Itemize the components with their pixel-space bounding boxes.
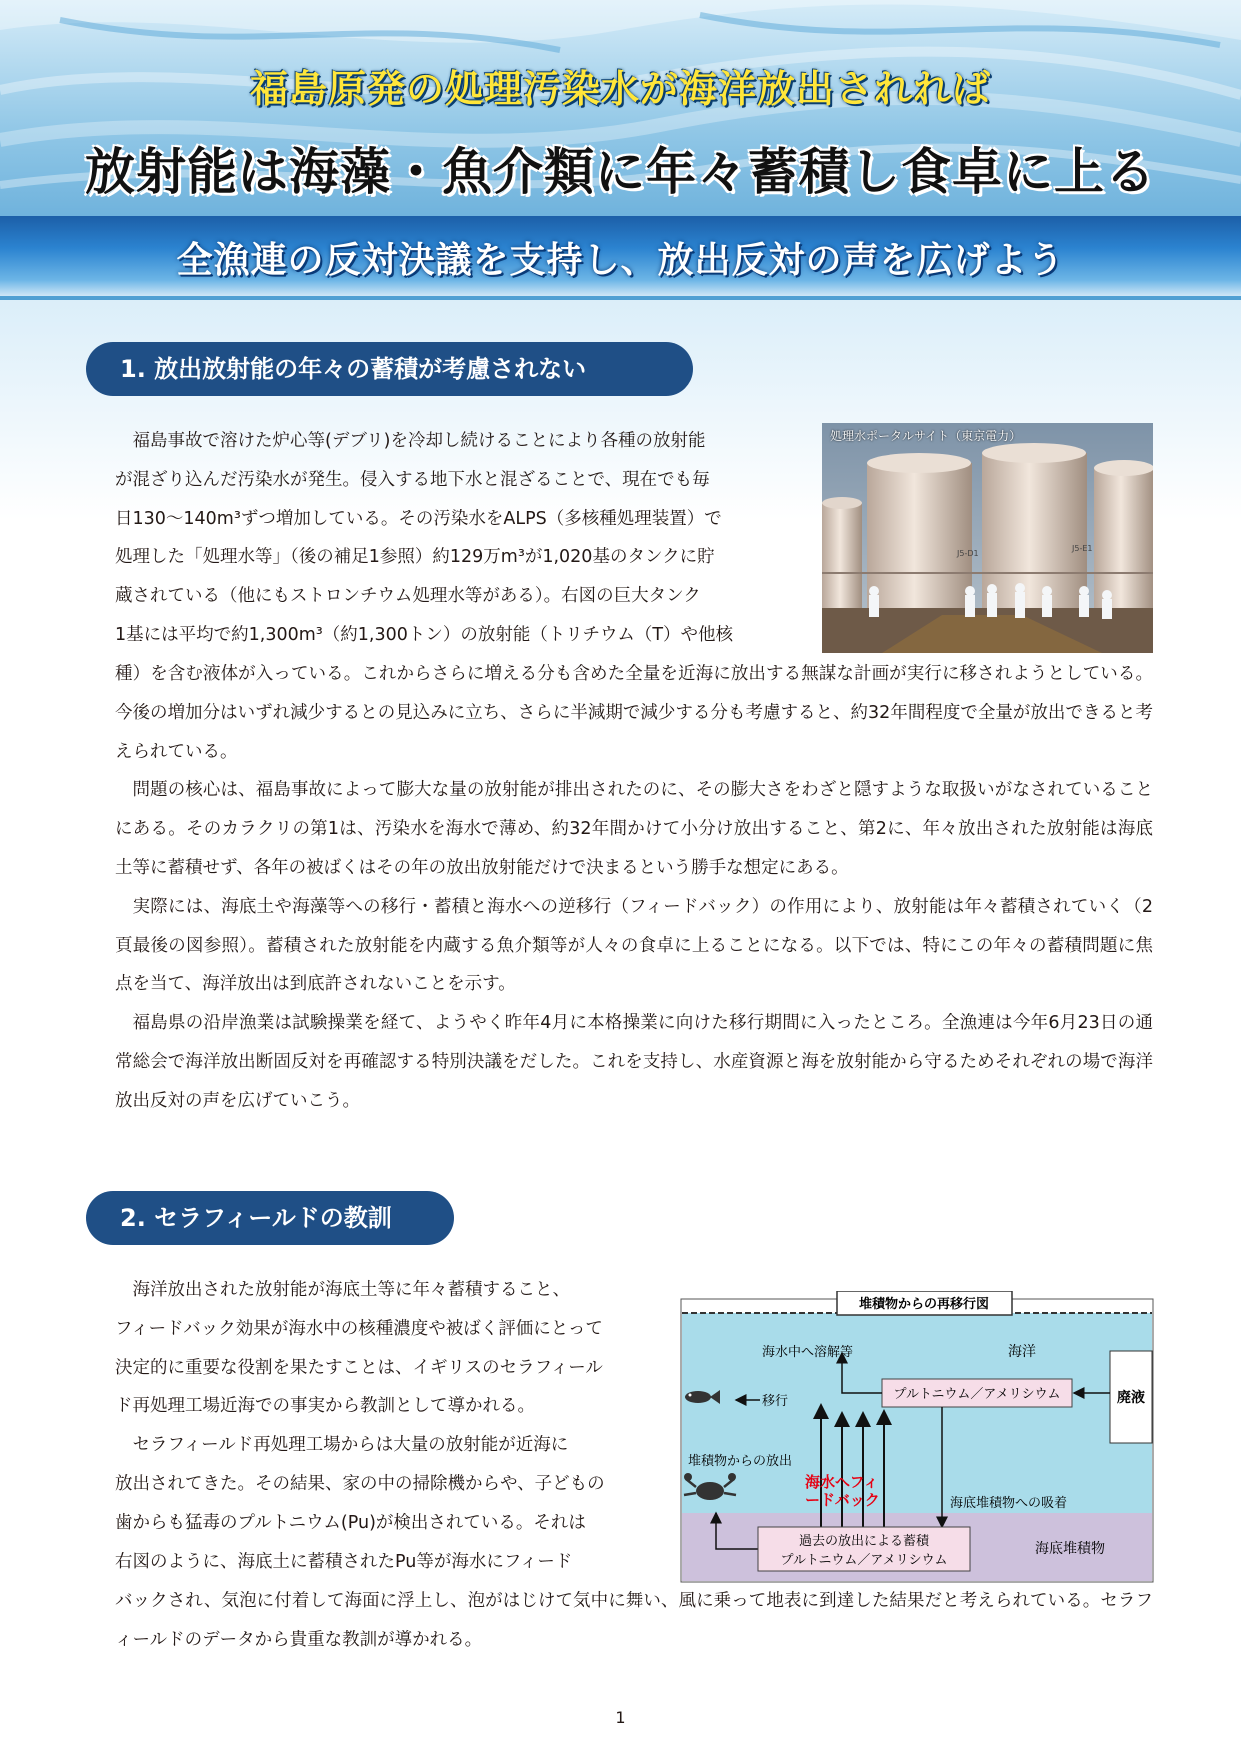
text-line: セラフィールド再処理工場からは大量の放射能が近海に: [132, 1435, 569, 1456]
text-line: 海洋放出された放射能が海底土等に年々蓄積すること、: [132, 1280, 570, 1300]
section1-para1-rest: 種）を含む液体が入っている。これからさらに増える分も含めた全量を近海に放出する無謀な計画が実行に移されようとしている。今後の増加分はいずれ減少するとの見込みに立ち、さらに半減期で減少する分も考慮すると、約32年間程度で全量が放出できると考えられている。: [115, 664, 1153, 762]
tank-label: J5-D1: [957, 549, 979, 558]
text-line: 蔵されている（他にもストロンチウム処理水等がある）。右図の巨大タンク: [115, 586, 701, 607]
header-banner: [0, 0, 1241, 300]
box-bottom-label-2: プルトニウム／アメリシウム: [780, 1553, 948, 1568]
resuspension-diagram: [680, 1291, 1154, 1583]
text-line: 福島事故で溶けた炉心等(デブリ)を冷却し続けることにより各種の放射能: [132, 431, 706, 451]
tank-photo: [822, 423, 1153, 653]
page-number: 1: [615, 1708, 626, 1727]
section1-para2: 問題の核心は、福島事故によって膨大な量の放射能が排出されたのに、その膨大さをわざと隠すような取扱いがなされていることにある。そのカラクリの第1は、汚染水を海水で薄め、約32年間かけて小分け放出すること、第2に、年々放出された放射能は海底土等に蓄積せず、各年の被ばくはその年の放出放射能だけで決まるという勝手な想定にある。: [115, 780, 1153, 878]
photo-caption: 処理水ポータルサイト（東京電力）: [830, 429, 1022, 443]
text-line: フィードバック効果が海水中の核種濃度や被ばく評価にとって: [115, 1318, 603, 1339]
feedback-label-2: ードバック: [805, 1491, 880, 1509]
sea-area: [682, 1313, 1152, 1513]
text-line: 決定的に重要な役割を果たすことは、イギリスのセラフィール: [115, 1357, 603, 1378]
migrate-label: 移行: [762, 1394, 789, 1409]
page-title-line2: 放射能は海藻・魚介類に年々蓄積し食卓に上る: [85, 143, 1156, 201]
storage-tanks-image: [822, 423, 1153, 653]
sediment-label: 海底堆積物: [1035, 1541, 1105, 1557]
page-title-line1: 福島原発の処理汚染水が海洋放出されれば: [249, 67, 991, 111]
section1-para1-top: [115, 422, 783, 655]
box-top-label: プルトニウム／アメリシウム: [893, 1387, 1061, 1402]
section2-body: [115, 1582, 1153, 1660]
diagram-title: 堆積物からの再移行図: [858, 1297, 990, 1312]
text-line: ド再処理工場近海での事実から教訓として導かれる。: [115, 1396, 535, 1417]
sea-label: 海洋: [1008, 1344, 1036, 1360]
text-line: が混ざり込んだ汚染水が発生。侵入する地下水と混ざることで、現在でも毎: [115, 469, 710, 490]
waste-label: 廃液: [1117, 1390, 1145, 1406]
section2-para-top: [115, 1271, 650, 1581]
section1-para4: 福島県の沿岸漁業は試験操業を経て、ようやく昨年4月に本格操業に向けた移行期間に入ったところ。全漁連は今年6月23日の通常総会で海洋放出断固反対を再確認する特別決議をだした。これを支持し、水産資源と海を放射能から守るためそれぞれの場で海洋放出反対の声を広げていこう。: [115, 1013, 1153, 1111]
dissolve-label: 海水中へ溶解等: [762, 1345, 854, 1360]
text-line: 放出されてきた。その結果、家の中の掃除機からや、子どもの: [115, 1473, 605, 1494]
release-label: 堆積物からの放出: [688, 1454, 793, 1469]
text-line: 日130〜140m³ずつ増加している。その汚染水をALPS（多核種処理装置）で: [115, 508, 722, 529]
tank-label: J5-E1: [1072, 544, 1093, 553]
feedback-label-1: 海水へフィ: [805, 1473, 879, 1491]
page-subtitle: 全漁連の反対決議を支持し、放出反対の声を広げよう: [176, 240, 1065, 281]
section1-heading: 1. 放出放射能の年々の蓄積が考慮されない: [86, 342, 693, 396]
text-line: 歯からも猛毒のプルトニウム(Pu)が検出されている。それは: [115, 1512, 586, 1533]
box-bottom-label-1: 過去の放出による蓄積: [798, 1534, 930, 1549]
section2-para2-rest: バックされ、気泡に付着して海面に浮上し、泡がはじけて気中に舞い、風に乗って地表に到達した結果だと考えられている。セラフィールドのデータから貴重な教訓が導かれる。: [115, 1591, 1153, 1650]
section1-para3: 実際には、海底土や海藻等への移行・蓄積と海水への逆移行（フィードバック）の作用により、放射能は年々蓄積されていく（2頁最後の図参照）。蓄積された放射能を内蔵する魚介類等が人々の食卓に上ることになる。以下では、特にこの年々の蓄積問題に焦点を当て、海洋放出は到底許されないことを示す。: [115, 896, 1153, 995]
text-line: 1基には平均で約1,300m³（約1,300トン）の放射能（トリチウム（T）や他核: [115, 624, 734, 645]
adsorb-label: 海底堆積物への吸着: [950, 1496, 1068, 1511]
section2-heading: 2. セラフィールドの教訓: [86, 1191, 454, 1245]
text-line: 処理した「処理水等」（後の補足1参照）約129万m³が1,020基のタンクに貯: [115, 547, 715, 568]
text-line: 右図のように、海底土に蓄積されたPu等が海水にフィード: [115, 1551, 573, 1572]
section1-body: [115, 655, 1153, 1121]
diagram-svg: [680, 1291, 1154, 1583]
